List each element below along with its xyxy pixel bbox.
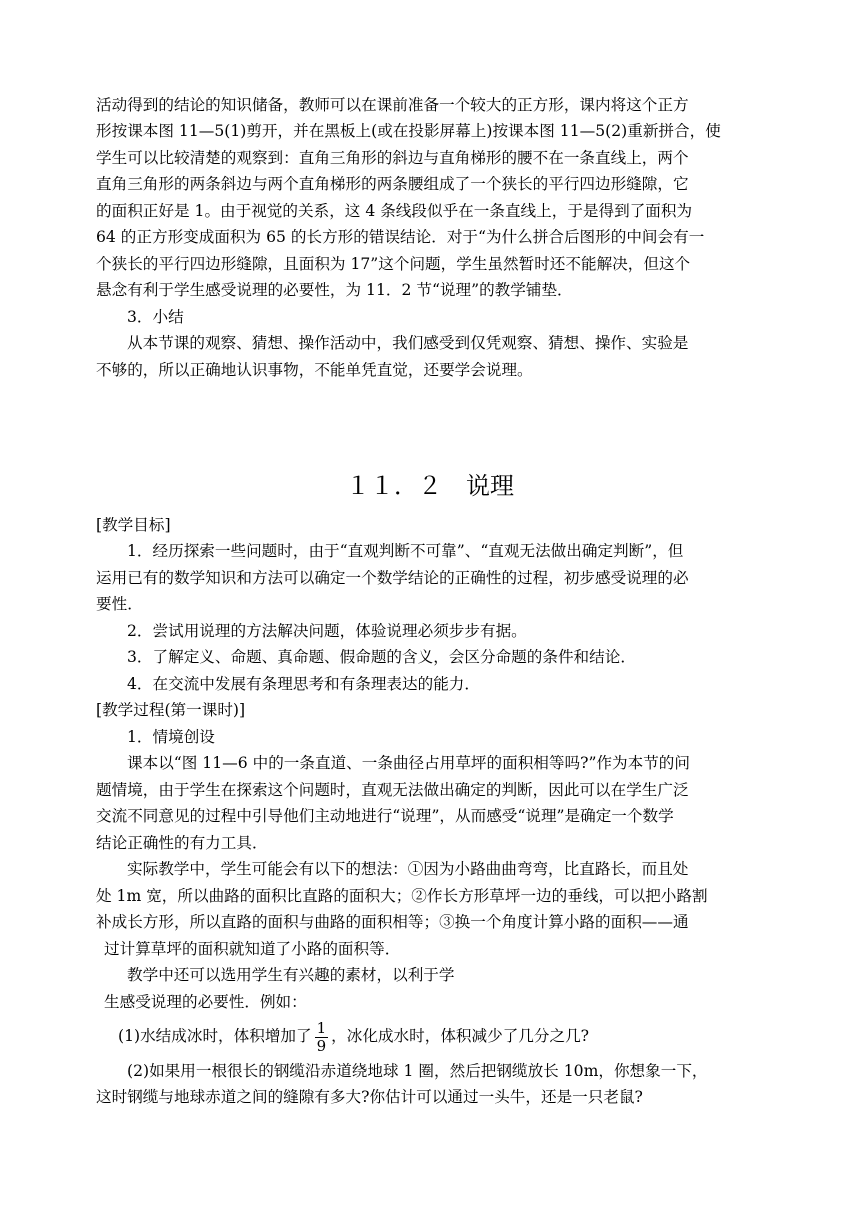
- situation-line: 交流不同意见的过程中引导他们主动地进行“说理”，从而感受“说理”是确定一个数学: [96, 807, 674, 825]
- fraction: [315, 1020, 329, 1055]
- objective-line: 运用已有的数学知识和方法可以确定一个数学结论的正确性的过程，初步感受说理的必: [96, 569, 689, 587]
- objectives-label: [教学目标]: [96, 516, 171, 534]
- paragraph-line: 悬念有利于学生感受说理的必要性，为 11．2 节“说理”的教学铺垫．: [96, 281, 573, 299]
- situation-heading: 1．情境创设: [127, 728, 215, 746]
- practice-line: 补成长方形，所以直路的面积与曲路的面积相等；③换一个角度计算小路的面积——通: [96, 913, 689, 931]
- paragraph-line: 学生可以比较清楚的观察到：直角三角形的斜边与直角梯形的腰不在一条直线上，两个: [96, 149, 689, 167]
- practice-line: 处 1m 宽，所以曲路的面积比直路的面积大；②作长方形草坪一边的垂线，可以把小路割: [96, 887, 708, 905]
- paragraph-line: 形按课本图 11—5(1)剪开，并在黑板上(或在投影屏幕上)按课本图 11—5(2)重新拼合，使: [96, 122, 721, 140]
- question-2-line: 这时钢缆与地球赤道之间的缝隙有多大?你估计可以通过一头牛，还是一只老鼠?: [96, 1088, 643, 1106]
- objective-line: 2．尝试用说理的方法解决问题，体验说理必须步步有据。: [127, 622, 527, 640]
- situation-line: 课本以“图 11—6 中的一条直道、一条曲径占用草坪的面积相等吗?”作为本节的问: [127, 754, 690, 772]
- question-1-text-end: ，冰化成水时，体积减少了几分之几?: [331, 1027, 590, 1045]
- section-title: １１．２ 说理: [346, 472, 514, 500]
- objective-line: 4．在交流中发展有条理思考和有条理表达的能力．: [127, 675, 480, 693]
- process-label: [教学过程(第一课时)]: [96, 701, 246, 719]
- situation-line: 结论正确性的有力工具．: [96, 834, 268, 852]
- paragraph-line: 直角三角形的两条斜边与两个直角梯形的两条腰组成了一个狭长的平行四边形缝隙，它: [96, 175, 689, 193]
- objective-line: 要性．: [96, 595, 143, 613]
- practice-line: 过计算草坪的面积就知道了小路的面积等．: [104, 940, 401, 958]
- practice-line: 实际教学中，学生可能会有以下的想法：①因为小路曲曲弯弯，比直路长，而且处: [127, 860, 689, 878]
- question-2-line: (2)如果用一根很长的钢缆沿赤道绕地球 1 圈，然后把钢缆放长 10m，你想象一下，: [127, 1062, 708, 1080]
- interest-line: 教学中还可以选用学生有兴趣的素材，以利于学: [127, 966, 455, 984]
- paragraph-line: 活动得到的结论的知识储备，教师可以在课前准备一个较大的正方形，课内将这个正方: [96, 96, 689, 114]
- interest-line: 生感受说理的必要性．例如：: [104, 993, 307, 1011]
- fraction-denominator: 9: [316, 1036, 327, 1055]
- objective-line: 1．经历探索一些问题时，由于“直观判断不可靠”、“直观无法做出确定判断”，但: [127, 542, 684, 560]
- paragraph-line: 64 的正方形变成面积为 65 的长方形的错误结论．对于“为什么拼合后图形的中间会有一: [96, 228, 705, 246]
- fraction-numerator: 1: [316, 1018, 327, 1037]
- paragraph-line: 的面积正好是 1。由于视觉的关系，这 4 条线段似乎在一条直线上，于是得到了面积为: [96, 202, 693, 220]
- situation-line: 题情境，由于学生在探索这个问题时，直观无法做出确定的判断，因此可以在学生广泛: [96, 781, 689, 799]
- summary-line: 从本节课的观察、猜想、操作活动中，我们感受到仅凭观察、猜想、操作、实验是: [127, 334, 689, 352]
- objective-line: 3．了解定义、命题、真命题、假命题的含义，会区分命题的条件和结论．: [127, 648, 636, 666]
- summary-heading: 3．小结: [127, 308, 184, 326]
- paragraph-line: 个狭长的平行四边形缝隙，且面积为 17”这个问题，学生虽然暂时还不能解决，但这个: [96, 255, 691, 273]
- question-1-text: (1)水结成冰时，体积增加了: [118, 1027, 312, 1045]
- question-1: [118, 1016, 589, 1056]
- summary-line: 不够的，所以正确地认识事物，不能单凭直觉，还要学会说理。: [96, 361, 533, 379]
